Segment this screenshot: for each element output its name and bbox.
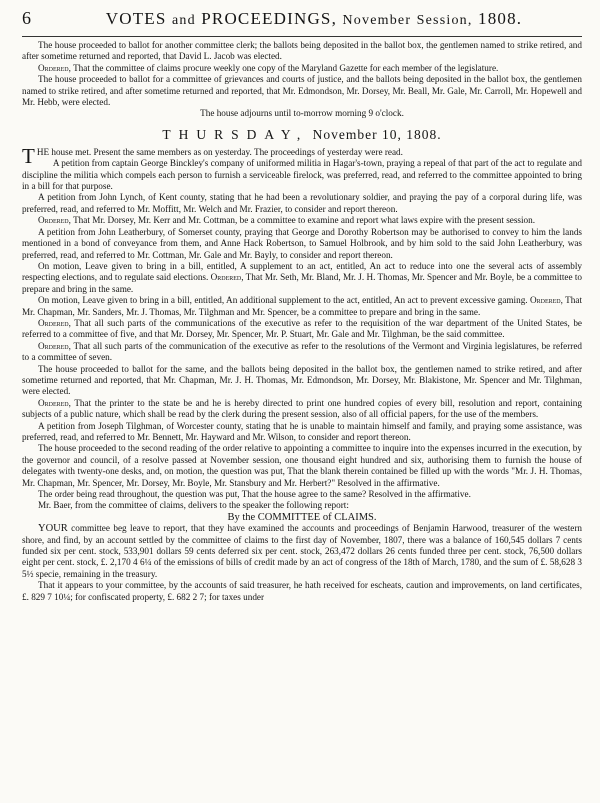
running-title [46, 9, 582, 29]
paragraph-vermont-virginia [22, 341, 582, 364]
ordered-label: Ordered, [527, 295, 563, 306]
report-text: committee beg leave to report, that they have examined the accounts and proceedings of Benjamin Harwood, treasurer of the western shore, and find, by an account settled by the committee of claims to the first day of November, 1807, there was a balance of 160,545 dollars 7 cents funded six per cent. stock, 533,901 dollars 59 cents deferred six per cent. stock, 263,472 dollars 26 cents funded three per cent. stock, 76,500 dollars eight per cent. stock, £. 2,170 4 6¼ of the emissions of bills of credit made by an act of congress of the 18th of March, 1780, and the sum of £. 58,628 3 5½ specie, remaining in the treasury. [22, 523, 582, 579]
paragraph-elections-bill [22, 261, 582, 295]
page-number: 6 [22, 8, 31, 28]
ordered-text: That Mr. Chapman, Mr. Sanders, Mr. J. Thomas, Mr. Tilghman and Mr. Spencer, be a committee to prepare and bring in the same. [22, 295, 583, 317]
page-header [22, 8, 582, 34]
ordered-text: That all such parts of the communication of the executive as refer to the resolutions of the Vermont and Virginia legislatures, be referred to a committee of seven. [22, 340, 582, 363]
paragraph-adjourn: The house adjourns until to-morrow morning 9 o'clock. [200, 108, 404, 119]
paragraph-grievances-ballot: The house proceeded to ballot for a committee of grievances and courts of justice, and the ballots being deposited in the ballot box, the gentlemen named to strike retired, and after sometime returned and reported, that Mr. Edmondson, Mr. Dorsey, Mr. Beall, Mr. Gale, Mr. Carroll, Mr. Hopewell and Mr. Hebb, were elected. [22, 74, 582, 108]
paragraph-treasurer-accounts: That it appears to your committee, by the accounts of said treasurer, he hath received for escheats, caution and improvements, on land certificates, £. 829 7 10¼; for confiscated property, £. 682 2 7; for taxes under [22, 580, 582, 602]
paragraph-lynch-petition: A petition from John Lynch, of Kent county, stating that he had been a revolutionary soldier, and praying the pay of a corporal during life, was preferred, read, and referred to Mr. Moffitt, Mr. Welch and Mr. Frazier, to consider and report thereon. [22, 192, 582, 214]
title-proceedings: PROCEEDINGS, [201, 9, 338, 28]
paragraph-laws-expire [22, 215, 582, 226]
paragraph-committee-ballot: The house proceeded to ballot for the same, and the ballots being deposited in the ballot box, the gentlemen named to strike retired, and after sometime returned and reported, that Mr. Chapman, Mr. J. H. Thomas, Mr. Edmondson, Mr. Dorsey, Mr. Blakistone, Mr. Spencer and Mr. Tilghman, were elected. [22, 363, 582, 397]
report-lead: YOUR [38, 523, 68, 535]
paragraph-clerk-ballot: The house proceeded to ballot for another committee clerk; the ballots being deposited in the ballot box, the gentlemen named to strike retired, and after sometime returned and reported, that David L. Jacob was elected. [22, 40, 582, 62]
committee-heading: By the COMMITTEE of CLAIMS. [227, 511, 377, 523]
day-weekday: THURSDAY, [162, 126, 309, 142]
header-rule [22, 36, 582, 37]
title-session: Session, [416, 13, 473, 28]
paragraph-second-reading: The house proceeded to the second reading of the order relative to appointing a committee to inquire into the expenses incurred in the execution, by the governor and council, of a resolve passed at November session, one thousand eight hundred and six, authorising them to furnish the house of delegates with twenty-one desks, and, on motion, the question was put, That the blank therein contained be filled up with the words "Mr. J. H. Thomas, Mr. Chapman, Mr. Spencer, Mr. Dorsey, Mr. Boyle, Mr. Stansbury and Mr. Herbert?" Resolved in the affirmative. [22, 443, 582, 488]
motion-text: On motion, Leave given to bring in a bill, entitled, An additional supplement to the act, entitled, An act to prevent excessive gaming. [38, 295, 528, 306]
motion-text: On motion, Leave given to bring in a bill, entitled, A supplement to an act, entitled, An act to reduce into one the several acts of assembly respecting elections, and to regulate said elections. [22, 260, 582, 283]
day-heading [22, 127, 582, 143]
drop-cap: T [22, 143, 35, 168]
ordered-label: Ordered, [208, 272, 244, 283]
ordered-text: That the printer to the state be and he is hereby directed to print one hundred copies of every bill, resolution and report, containing subjects of a public nature, which shall be read by the clerk during the present session, also of all official papers, for the use of the members. [22, 397, 582, 420]
ordered-label: Ordered, [38, 317, 71, 328]
paragraph-committee-report [22, 523, 582, 580]
paragraph-tilghman-petition: A petition from Joseph Tilghman, of Worcester county, stating that he is unable to maintain himself and family, and praying some assistance, was preferred, read, and referred to Mr. Bennett, Mr. Hayward and Mr. Wilson, to consider and report thereon. [22, 420, 582, 442]
paragraph-house-met [22, 143, 582, 168]
house-met-text: HE house met. Present the same members as on yesterday. The proceedings of yesterday were read. [36, 146, 403, 157]
ordered-label: Ordered, [38, 340, 71, 351]
paragraph-war-department [22, 318, 582, 341]
title-november: November [342, 13, 412, 28]
ordered-text: That Mr. Dorsey, Mr. Kerr and Mr. Cottman, be a committee to examine and report what laws expire with the present session. [70, 215, 536, 226]
ordered-text: That Mr. Seth, Mr. Bland, Mr. J. H. Thomas, Mr. Spencer and Mr. Boyle, be a committee to prepare and bring in the same. [22, 272, 582, 294]
title-year: 1808. [478, 9, 523, 28]
ordered-label: Ordered, [38, 62, 71, 73]
paragraph-baer-report: Mr. Baer, from the committee of claims, delivers to the speaker the following report: [38, 500, 349, 511]
ordered-label: Ordered, [38, 397, 71, 408]
title-votes: VOTES [105, 9, 167, 28]
ordered-text: That all such parts of the communications of the executive as refer to the requisition of the war department of the United States, be referred to a committee of five, and that Mr. Dorsey, Mr. Spencer, Mr. P. Stuart, Mr. Gale and Mr. Tilghman, be the said committee. [22, 317, 582, 340]
paragraph-order-read: The order being read throughout, the question was put, That the house agree to the same? Resolved in the affirmative. [38, 489, 471, 500]
ordered-text: That the committee of claims procure weekly one copy of the Maryland Gazette for each member of the legislature. [70, 62, 499, 73]
day-date: November 10, 1808. [312, 126, 442, 142]
paragraph-leatherbury-petition: A petition from John Leatherbury, of Somerset county, praying that George and Dorothy Robertson may be authorised to convey to him the lands mentioned in a bond of conveyance from them, and Anne Hack Robertson, to Samuel Holbrook, and by him sold to the said John Leatherbury, was preferred, read, and referred to Mr. Cottman, Mr. Gale and Mr. Bayly, to consider and report thereon. [22, 226, 582, 260]
paragraph-printer-order [22, 398, 582, 421]
title-and: and [171, 13, 196, 28]
ordered-label: Ordered, [38, 215, 71, 226]
paragraph-binckley-petition: A petition from captain George Binckley's company of uniformed militia in Hagar's-town, praying a repeal of that part of the act to regulate and discipline the militia which compels each person to furnish a serviceable firelock, was preferred, read, and referred to the committee appointed to bring in a bill for that purpose. [22, 158, 582, 192]
paragraph-gazette-order [22, 63, 582, 74]
paragraph-gaming-bill [22, 295, 582, 318]
